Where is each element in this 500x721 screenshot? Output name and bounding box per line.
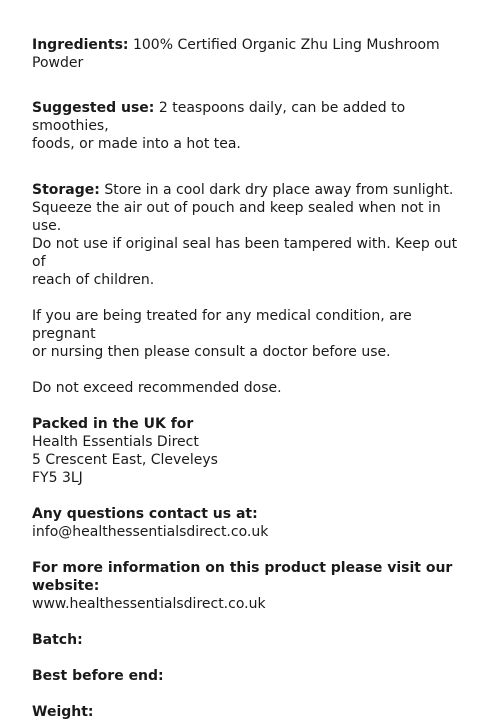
suggested-use-label: Suggested use:	[32, 100, 155, 116]
company-postcode: FY5 3LJ	[32, 470, 83, 486]
suggested-use-line-1	[32, 99, 468, 135]
ingredients-text: 100% Certified Organic Zhu Ling Mushroom Powder	[32, 37, 440, 71]
storage-paragraph	[32, 181, 468, 289]
suggested-use-text-2: foods, or made into a hot tea.	[32, 136, 241, 152]
weight-label: Weight:	[32, 704, 94, 720]
batch-label: Batch:	[32, 632, 83, 648]
ingredients-label: Ingredients:	[32, 37, 129, 53]
packed-label: Packed in the UK for	[32, 416, 194, 432]
product-label-panel	[32, 36, 468, 721]
contact-label: Any questions contact us at:	[32, 506, 258, 522]
website-url: www.healthessentialsdirect.co.uk	[32, 596, 266, 612]
storage-line-1	[32, 181, 468, 199]
storage-text-2: Squeeze the air out of pouch and keep sealed when not in use.	[32, 200, 441, 234]
suggested-use-text-1: 2 teaspoons daily, can be added to smoothies,	[32, 100, 406, 134]
medical-warning-line-2: or nursing then please consult a doctor before use.	[32, 344, 391, 360]
storage-text-1: Store in a cool dark dry place away from sunlight.	[99, 182, 454, 198]
dose-warning: Do not exceed recommended dose.	[32, 380, 282, 396]
storage-text-3: Do not use if original seal has been tampered with. Keep out of	[32, 236, 458, 270]
contact-block	[32, 505, 468, 541]
contact-email: info@healthessentialsdirect.co.uk	[32, 524, 269, 540]
storage-text-4: reach of children.	[32, 272, 155, 288]
ingredients-paragraph	[32, 36, 468, 72]
storage-label: Storage:	[32, 182, 100, 198]
company-address: 5 Crescent East, Cleveleys	[32, 452, 218, 468]
packed-for-block	[32, 415, 468, 487]
website-label: For more information on this product please visit our website:	[32, 560, 453, 594]
suggested-use-paragraph	[32, 99, 468, 153]
medical-warning-line-1: If you are being treated for any medical condition, are pregnant	[32, 308, 412, 342]
best-before-label: Best before end:	[32, 668, 164, 684]
company-name: Health Essentials Direct	[32, 434, 199, 450]
website-block	[32, 559, 468, 613]
medical-warning-paragraph	[32, 307, 468, 361]
